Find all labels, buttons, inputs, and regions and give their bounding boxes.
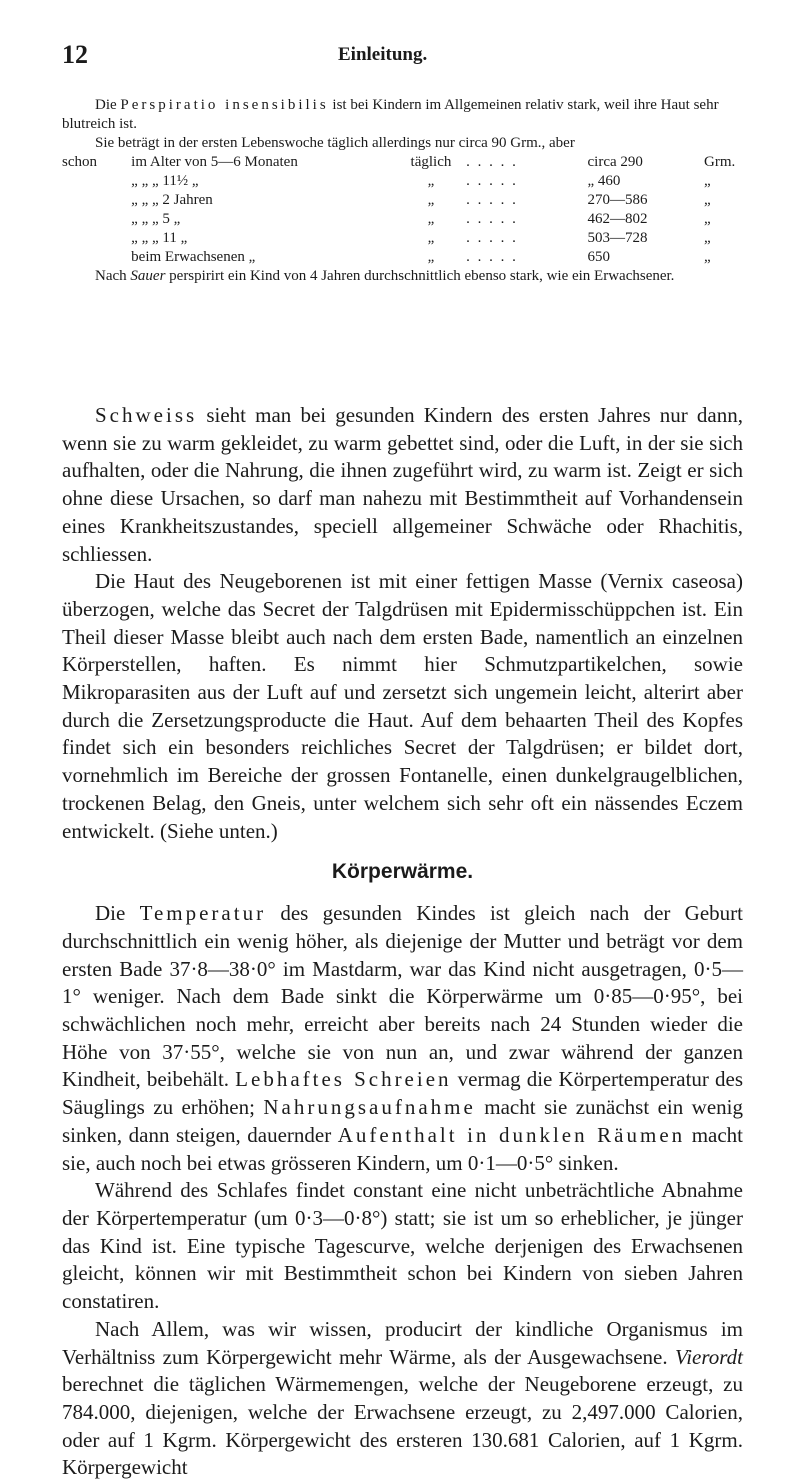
- table-cell-unit: „: [704, 192, 711, 208]
- table-cell-age: im Alter von 5—6 Monaten: [131, 154, 298, 170]
- table-cell-lead: [62, 248, 131, 267]
- table-cell-unit: „: [704, 249, 711, 265]
- perspiration-table: [62, 153, 742, 267]
- table-cell-dots: . . . . .: [466, 154, 518, 170]
- page-number: 12: [62, 40, 88, 69]
- table-cell-daily: „: [427, 173, 435, 189]
- table-cell-dots: . . . . .: [466, 249, 518, 265]
- table-cell-dots: . . . . .: [466, 192, 518, 208]
- running-title: Einleitung.: [338, 44, 428, 65]
- table-cell-val: 462—802: [587, 211, 648, 227]
- table-cell-val: „ 460: [587, 173, 621, 189]
- table-cell-daily: „: [427, 211, 435, 227]
- table-cell-lead: [62, 191, 131, 210]
- table-cell-age: „ „ „ 11 „: [131, 230, 188, 246]
- table-cell-age: „ „ „ 2 Jahren: [131, 192, 213, 208]
- table-cell-daily: „: [427, 230, 435, 246]
- table-cell-lead: [62, 229, 131, 248]
- table-row: [62, 248, 742, 267]
- table-cell-age: „ „ „ 5 „: [131, 211, 181, 227]
- sauer-note: Nach Sauer perspirirt ein Kind von 4 Jahren durchschnittlich ebenso stark, wie ein Erwachsener.: [95, 268, 675, 284]
- table-row: [62, 229, 742, 248]
- table-cell-daily: „: [427, 249, 435, 265]
- section-heading: Körperwärme.: [331, 860, 474, 884]
- table-cell-age: „ „ „ 11½ „: [131, 173, 199, 189]
- table-row: [62, 191, 742, 210]
- table-cell-unit: „: [704, 173, 711, 189]
- table-cell-dots: . . . . .: [466, 173, 518, 189]
- table-cell-age: beim Erwachsenen „: [131, 249, 256, 265]
- table-cell-dots: . . . . .: [466, 230, 518, 246]
- table-cell-lead: [62, 210, 131, 229]
- perspiratio-intro: Die Perspiratio insensibilis ist bei Kindern im Allgemeinen relativ stark, weil ihre Haut sehr blutreich ist.: [62, 97, 719, 132]
- perspiratio-section: [62, 96, 742, 286]
- table-cell-unit: „: [704, 230, 711, 246]
- table-cell-val: circa 290: [587, 154, 643, 170]
- table-cell-daily: täglich: [410, 154, 452, 170]
- table-cell-val: 503—728: [587, 230, 648, 246]
- schweiss-paragraph: Schweiss sieht man bei gesunden Kindern des ersten Jahres nur dann, wenn sie zu warm gekleidet, zu warm gebettet sind, oder die Luft, in der sie sich aufhalten, oder die Nahrung, die ihnen zugeführt wird, zu warm ist. Zeigt er sich ohne diese Ursachen, so darf man nahezu mit Bestimmtheit auf Vorhandensein eines Krankheitszustandes, speciell allgemeiner Schwäche oder Rhachitis, schliessen.: [62, 403, 743, 566]
- temperatur-paragraph: Die Temperatur des gesunden Kindes ist gleich nach der Geburt durchschnittlich ein wenig höher, als diejenige der Mutter und beträgt vor dem ersten Bade 37·8—38·0° im Mastdarm, war das Kind nicht ausgetragen, 0·5—1° weniger. Nach dem Bade sinkt die Körperwärme um 0·85—0·95°, bei schwächlichen noch mehr, erreicht aber bereits nach 24 Stunden wieder die Höhe von 37·55°, welche sie von nun an, und zwar während der ganzen Kindheit, beibehält. Lebhaftes Schreien vermag die Körpertemperatur des Säuglings zu erhöhen; Nahrungsaufnahme macht sie zunächst ein wenig sinken, dann steigen, dauernder Aufenthalt in dunklen Räumen macht sie, auch noch bei etwas grösseren Kindern, um 0·1—0·5° sinken.: [62, 901, 744, 1175]
- table-cell-val: 650: [587, 249, 611, 265]
- table-cell-unit: „: [704, 211, 711, 227]
- table-cell-daily: „: [427, 192, 435, 208]
- waermemengen-paragraph: Nach Allem, was wir wissen, producirt der kindliche Organismus im Verhältniss zum Körpergewicht mehr Wärme, als der Ausgewachsene. Vierordt berechnet die täglichen Wärmemengen, welche der Neugeborene erzeugt, zu 784.000, diejenigen, welche der Erwachsene erzeugt, zu 2,497.000 Calorien, oder auf 1 Kgrm. Körpergewicht des ersteren 130.681 Calorien, auf 1 Kgrm. Körpergewicht: [62, 1316, 743, 1480]
- table-row: [62, 172, 742, 191]
- table-cell-lead: schon: [62, 154, 97, 170]
- table-cell-unit: Grm.: [704, 154, 736, 170]
- table-cell-val: 270—586: [587, 192, 648, 208]
- table-row: [62, 153, 742, 172]
- perspiratio-amount: Sie beträgt in der ersten Lebenswoche täglich allerdings nur circa 90 Grm., aber: [95, 135, 575, 151]
- table-cell-lead: [62, 172, 131, 191]
- haut-paragraph: Die Haut des Neugeborenen ist mit einer fettigen Masse (Vernix caseosa) überzogen, welche das Secret der Talgdrüsen mit Epidermisschüppchen ist. Ein Theil dieser Masse bleibt auch nach dem ersten Bade, namentlich an einzelnen Körperstellen, haften. Es nimmt hier Schmutzpartikelchen, sowie Mikroparasiten aus der Luft auf und zersetzt sich ungemein leicht, alterirt aber durch die Zersetzungsproducte die Haut. Auf dem behaarten Theil des Kopfes findet sich ein besonders reichliches Secret der Talgdrüsen; er bildet dort, vornehmlich im Bereiche der grossen Fontanelle, einen dunkelgraugelblichen, trockenen Belag, den Gneis, unter welchem sich sehr oft ein nässendes Eczem entwickelt. (Siehe unten.): [62, 569, 743, 843]
- schlaf-paragraph: Während des Schlafes findet constant eine nicht unbeträchtliche Abnahme der Körpertemperatur (um 0·3—0·8°) statt; sie ist um so erheblicher, je jünger das Kind ist. Eine typische Tagescurve, welche derjenigen des Erwachsenen gleicht, können wir mit Bestimmtheit schon bei Kindern von sieben Jahren constatiren.: [62, 1178, 743, 1314]
- main-text: [62, 402, 743, 1482]
- table-cell-dots: . . . . .: [466, 211, 518, 227]
- table-row: [62, 210, 742, 229]
